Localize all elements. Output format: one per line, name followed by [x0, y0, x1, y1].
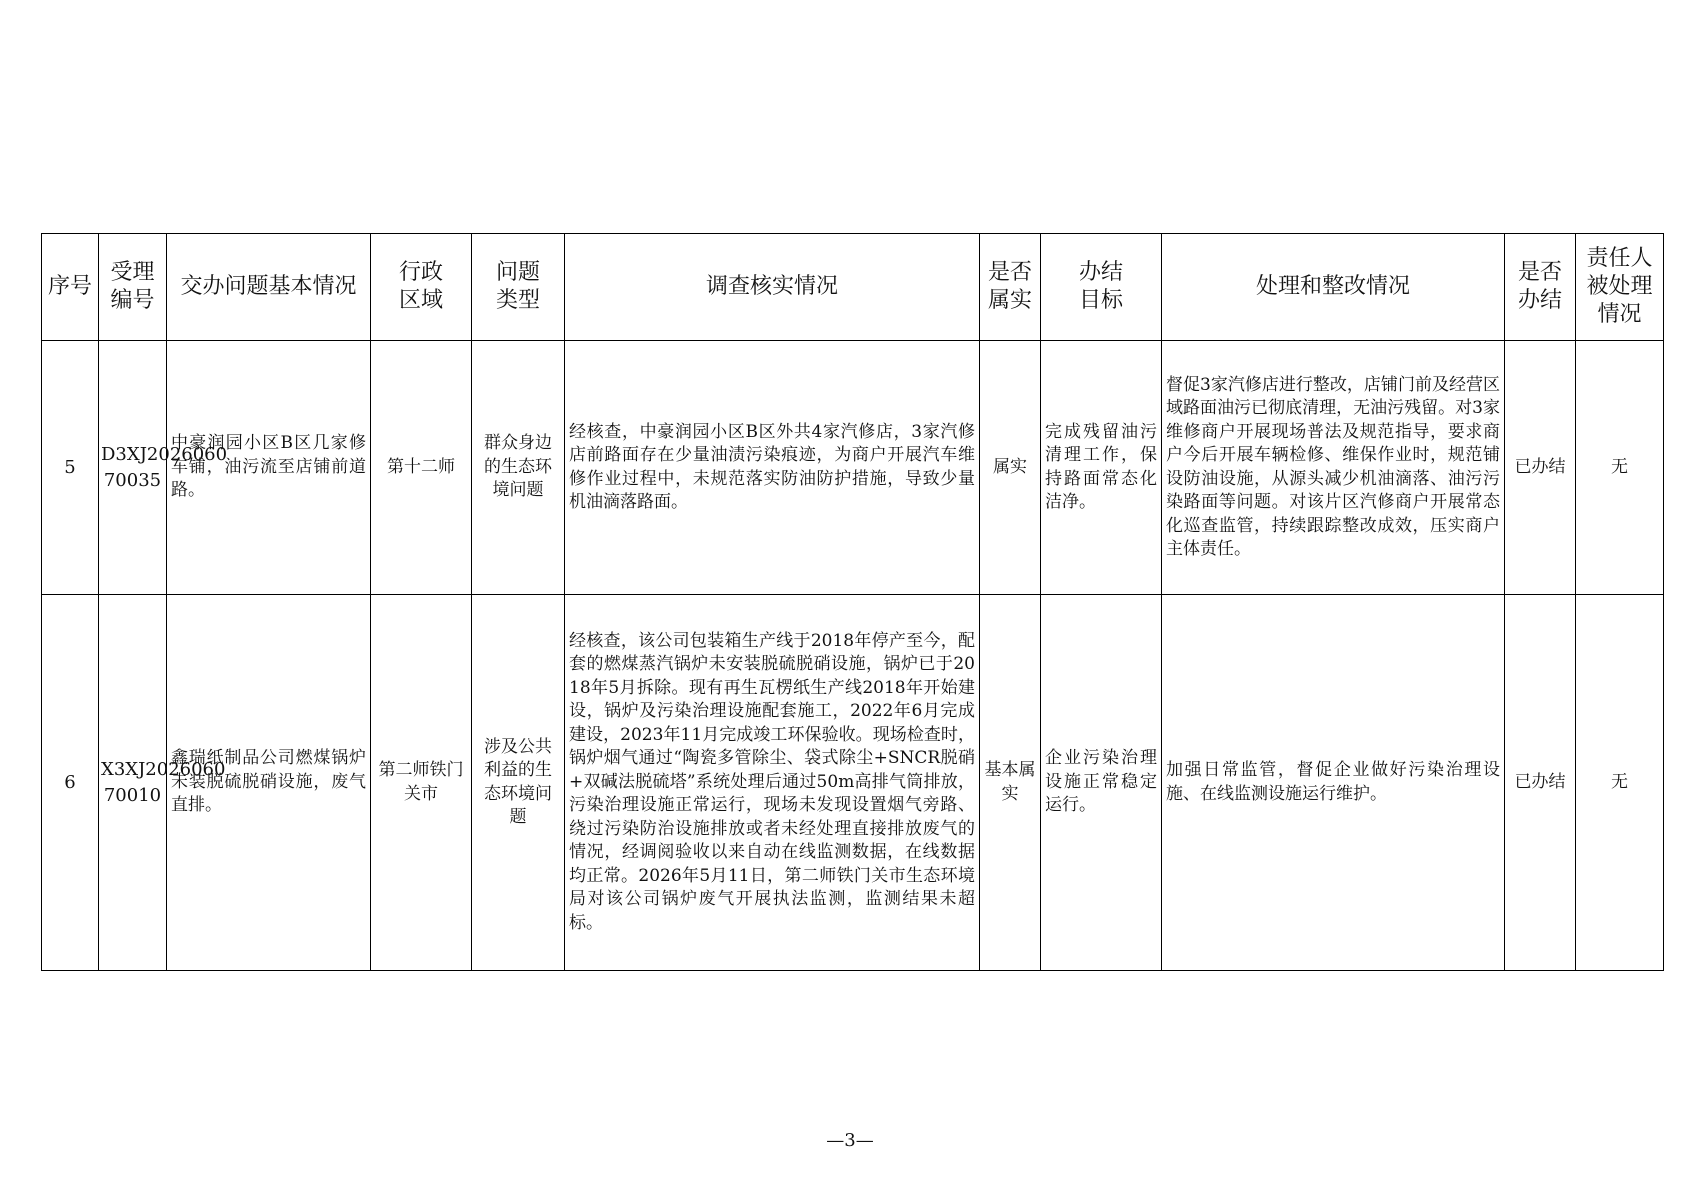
header-is-closed: 是否 办结	[1505, 234, 1576, 341]
table-row	[42, 595, 1664, 971]
cell-accountability: 无	[1576, 595, 1664, 971]
table-row	[42, 341, 1664, 595]
cell-basic: 中豪润园小区B区几家修车铺，油污流至店铺前道路。	[167, 341, 371, 595]
header-is-true: 是否 属实	[980, 234, 1041, 341]
cell-basic: 鑫瑞纸制品公司燃煤锅炉未装脱硫脱硝设施，废气直排。	[167, 595, 371, 971]
cell-region: 第二师铁门关市	[371, 595, 472, 971]
cell-handling: 督促3家汽修店进行整改，店铺门前及经营区域路面油污已彻底清理，无油污残留。对3家维修商户开展现场普法及规范指导，要求商户今后开展车辆检修、维保作业时，规范铺设防油设施，从源头减少机油滴落、油污污染路面等问题。对该片区汽修商户开展常态化巡查监管，持续跟踪整改成效，压实商户主体责任。	[1162, 341, 1505, 595]
header-type: 问题 类型	[472, 234, 565, 341]
header-accountability: 责任人 被处理 情况	[1576, 234, 1664, 341]
cell-seq: 5	[42, 341, 99, 595]
cell-goal: 完成残留油污清理工作，保持路面常态化洁净。	[1041, 341, 1162, 595]
cell-type: 涉及公共利益的生态环境问题	[472, 595, 565, 971]
cell-is-closed: 已办结	[1505, 341, 1576, 595]
header-seq: 序号	[42, 234, 99, 341]
cell-is-closed: 已办结	[1505, 595, 1576, 971]
cell-goal: 企业污染治理设施正常稳定运行。	[1041, 595, 1162, 971]
header-basic: 交办问题基本情况	[167, 234, 371, 341]
cell-investigation: 经核查，中豪润园小区B区外共4家汽修店，3家汽修店前路面存在少量油渍污染痕迹，为商户开展汽车维修作业过程中，未规范落实防油防护措施，导致少量机油滴落路面。	[565, 341, 980, 595]
cell-handling: 加强日常监管，督促企业做好污染治理设施、在线监测设施运行维护。	[1162, 595, 1505, 971]
header-code: 受理 编号	[99, 234, 167, 341]
header-handling: 处理和整改情况	[1162, 234, 1505, 341]
petition-table	[41, 233, 1664, 971]
header-goal: 办结 目标	[1041, 234, 1162, 341]
cell-is-true: 属实	[980, 341, 1041, 595]
cell-code: D3XJ2026060 70035	[99, 341, 167, 595]
cell-type: 群众身边的生态环境问题	[472, 341, 565, 595]
page-number: —3—	[826, 1130, 874, 1151]
cell-accountability: 无	[1576, 341, 1664, 595]
table-header-row	[42, 234, 1664, 341]
cell-region: 第十二师	[371, 341, 472, 595]
header-region: 行政 区域	[371, 234, 472, 341]
cell-is-true: 基本属实	[980, 595, 1041, 971]
cell-investigation: 经核查，该公司包装箱生产线于2018年停产至今，配套的燃煤蒸汽锅炉未安装脱硫脱硝设施，锅炉已于2018年5月拆除。现有再生瓦楞纸生产线2018年开始建设，锅炉及污染治理设施配套施工，2022年6月完成建设，2023年11月完成竣工环保验收。现场检查时，锅炉烟气通过“陶瓷多管除尘、袋式除尘+SNCR脱硝+双碱法脱硫塔”系统处理后通过50m高排气筒排放，污染治理设施正常运行，现场未发现设置烟气旁路、绕过污染防治设施排放或者未经处理直接排放废气的情况，经调阅验收以来自动在线监测数据，在线数据均正常。2026年5月11日，第二师铁门关市生态环境局对该公司锅炉废气开展执法监测，监测结果未超标。	[565, 595, 980, 971]
cell-seq: 6	[42, 595, 99, 971]
cell-code: X3XJ2026060 70010	[99, 595, 167, 971]
header-investigation: 调查核实情况	[565, 234, 980, 341]
